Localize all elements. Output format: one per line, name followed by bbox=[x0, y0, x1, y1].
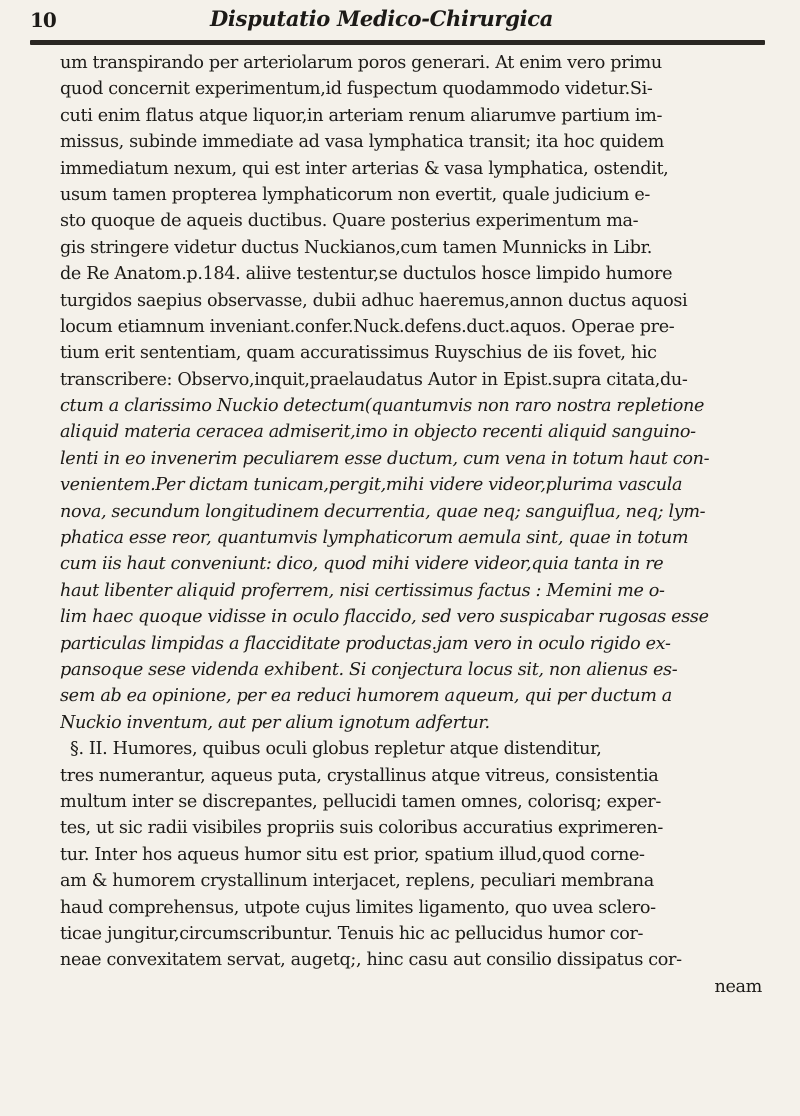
text-line: haud comprehensus, utpote cujus limites ligamento, quo uvea sclero- bbox=[60, 897, 656, 918]
text-line: um transpirando per arteriolarum poros generari. At enim vero primu bbox=[60, 53, 662, 73]
text-line: transcribere: Observo,inquit,praelaudatus Autor in Epist.supra citata,du- bbox=[60, 369, 688, 390]
text-line: cum iis haut conveniunt: dico, quod mihi videre videor,quia tanta in re bbox=[60, 554, 664, 575]
text-line: ticae jungitur,circumscribuntur. Tenuis hic ac pellucidus humor cor- bbox=[60, 923, 644, 944]
text-line: quod concernit experimentum,id fuspectum quodammodo videtur.Si- bbox=[60, 79, 653, 100]
text-line: aliquid materia ceracea admiserit,imo in objecto recenti aliquid sanguino- bbox=[60, 422, 696, 443]
header-rule bbox=[30, 40, 765, 45]
text-line: usum tamen propterea lymphaticorum non evertit, quale judicium e- bbox=[60, 184, 651, 205]
text-line: turgidos saepius observasse, dubii adhuc haeremus,annon ductus aquosi bbox=[60, 290, 688, 311]
running-head: Disputatio Medico-Chirurgica bbox=[210, 6, 554, 31]
text-line: missus, subinde immediate ad vasa lymphatica transit; ita hoc quidem bbox=[60, 132, 664, 153]
catchword: neam bbox=[714, 976, 762, 997]
text-line: lim haec quoque vidisse in oculo flaccido, sed vero suspicabar rugosas esse bbox=[60, 607, 709, 628]
text-line: multum inter se discrepantes, pellucidi tamen omnes, colorisq; exper- bbox=[60, 791, 661, 812]
text-line: haut libenter aliquid proferrem, nisi certissimus factus : Memini me o- bbox=[60, 580, 665, 601]
text-line: Nuckio inventum, aut per alium ignotum adfertur. bbox=[60, 712, 490, 733]
text-line: de Re Anatom.p.184. aliive testentur,se ductulos hosce limpido humore bbox=[60, 264, 673, 285]
text-line: ctum a clarissimo Nuckio detectum(quantumvis non raro nostra repletione bbox=[60, 396, 705, 417]
text-line: §. II. Humores, quibus oculi globus repletur atque distenditur, bbox=[70, 739, 602, 760]
text-line: particulas limpidas a flacciditate productas.jam vero in oculo rigido ex- bbox=[60, 633, 671, 654]
page-header bbox=[30, 6, 770, 34]
text-line: locum etiamnum inveniant.confer.Nuck.defens.duct.aquos. Operae pre- bbox=[60, 316, 675, 337]
text-line: tur. Inter hos aqueus humor situ est prior, spatium illud,quod corne- bbox=[60, 844, 645, 865]
text-line: sem ab ea opinione, per ea reduci humorem aqueum, qui per ductum a bbox=[60, 686, 672, 707]
text-line: tes, ut sic radii visibiles propriis suis coloribus accuratius exprimeren- bbox=[60, 818, 663, 839]
text-line: am & humorem crystallinum interjacet, replens, peculiari membrana bbox=[60, 871, 654, 892]
text-line: sto quoque de aqueis ductibus. Quare posterius experimentum ma- bbox=[60, 211, 639, 232]
text-line: tium erit sententiam, quam accuratissimus Ruyschius de iis fovet, hic bbox=[60, 343, 657, 364]
body-text bbox=[60, 50, 772, 1000]
text-line: phatica esse reor, quantumvis lymphaticorum aemula sint, quae in totum bbox=[60, 528, 689, 549]
text-line: nova, secundum longitudinem decurrentia, quae neq; sanguiflua, neq; lym- bbox=[60, 501, 706, 522]
text-line: cuti enim flatus atque liquor,in arteriam renum aliarumve partium im- bbox=[60, 105, 663, 126]
text-line: immediatum nexum, qui est inter arterias & vasa lymphatica, ostendit, bbox=[60, 158, 669, 179]
text-line: lenti in eo invenerim peculiarem esse ductum, cum vena in totum haut con- bbox=[60, 448, 710, 469]
text-line: venientem.Per dictam tunicam,pergit,mihi videre videor,plurima vascula bbox=[60, 475, 683, 496]
text-line: neae convexitatem servat, augetq;, hinc casu aut consilio dissipatus cor- bbox=[60, 950, 682, 971]
text-line: gis stringere videtur ductus Nuckianos,cum tamen Munnicks in Libr. bbox=[60, 237, 652, 258]
text-line: pansoque sese videnda exhibent. Si conjectura locus sit, non alienus es- bbox=[60, 659, 678, 680]
page-number: 10 bbox=[30, 8, 56, 32]
text-line: tres numerantur, aqueus puta, crystallinus atque vitreus, consistentia bbox=[60, 765, 659, 786]
